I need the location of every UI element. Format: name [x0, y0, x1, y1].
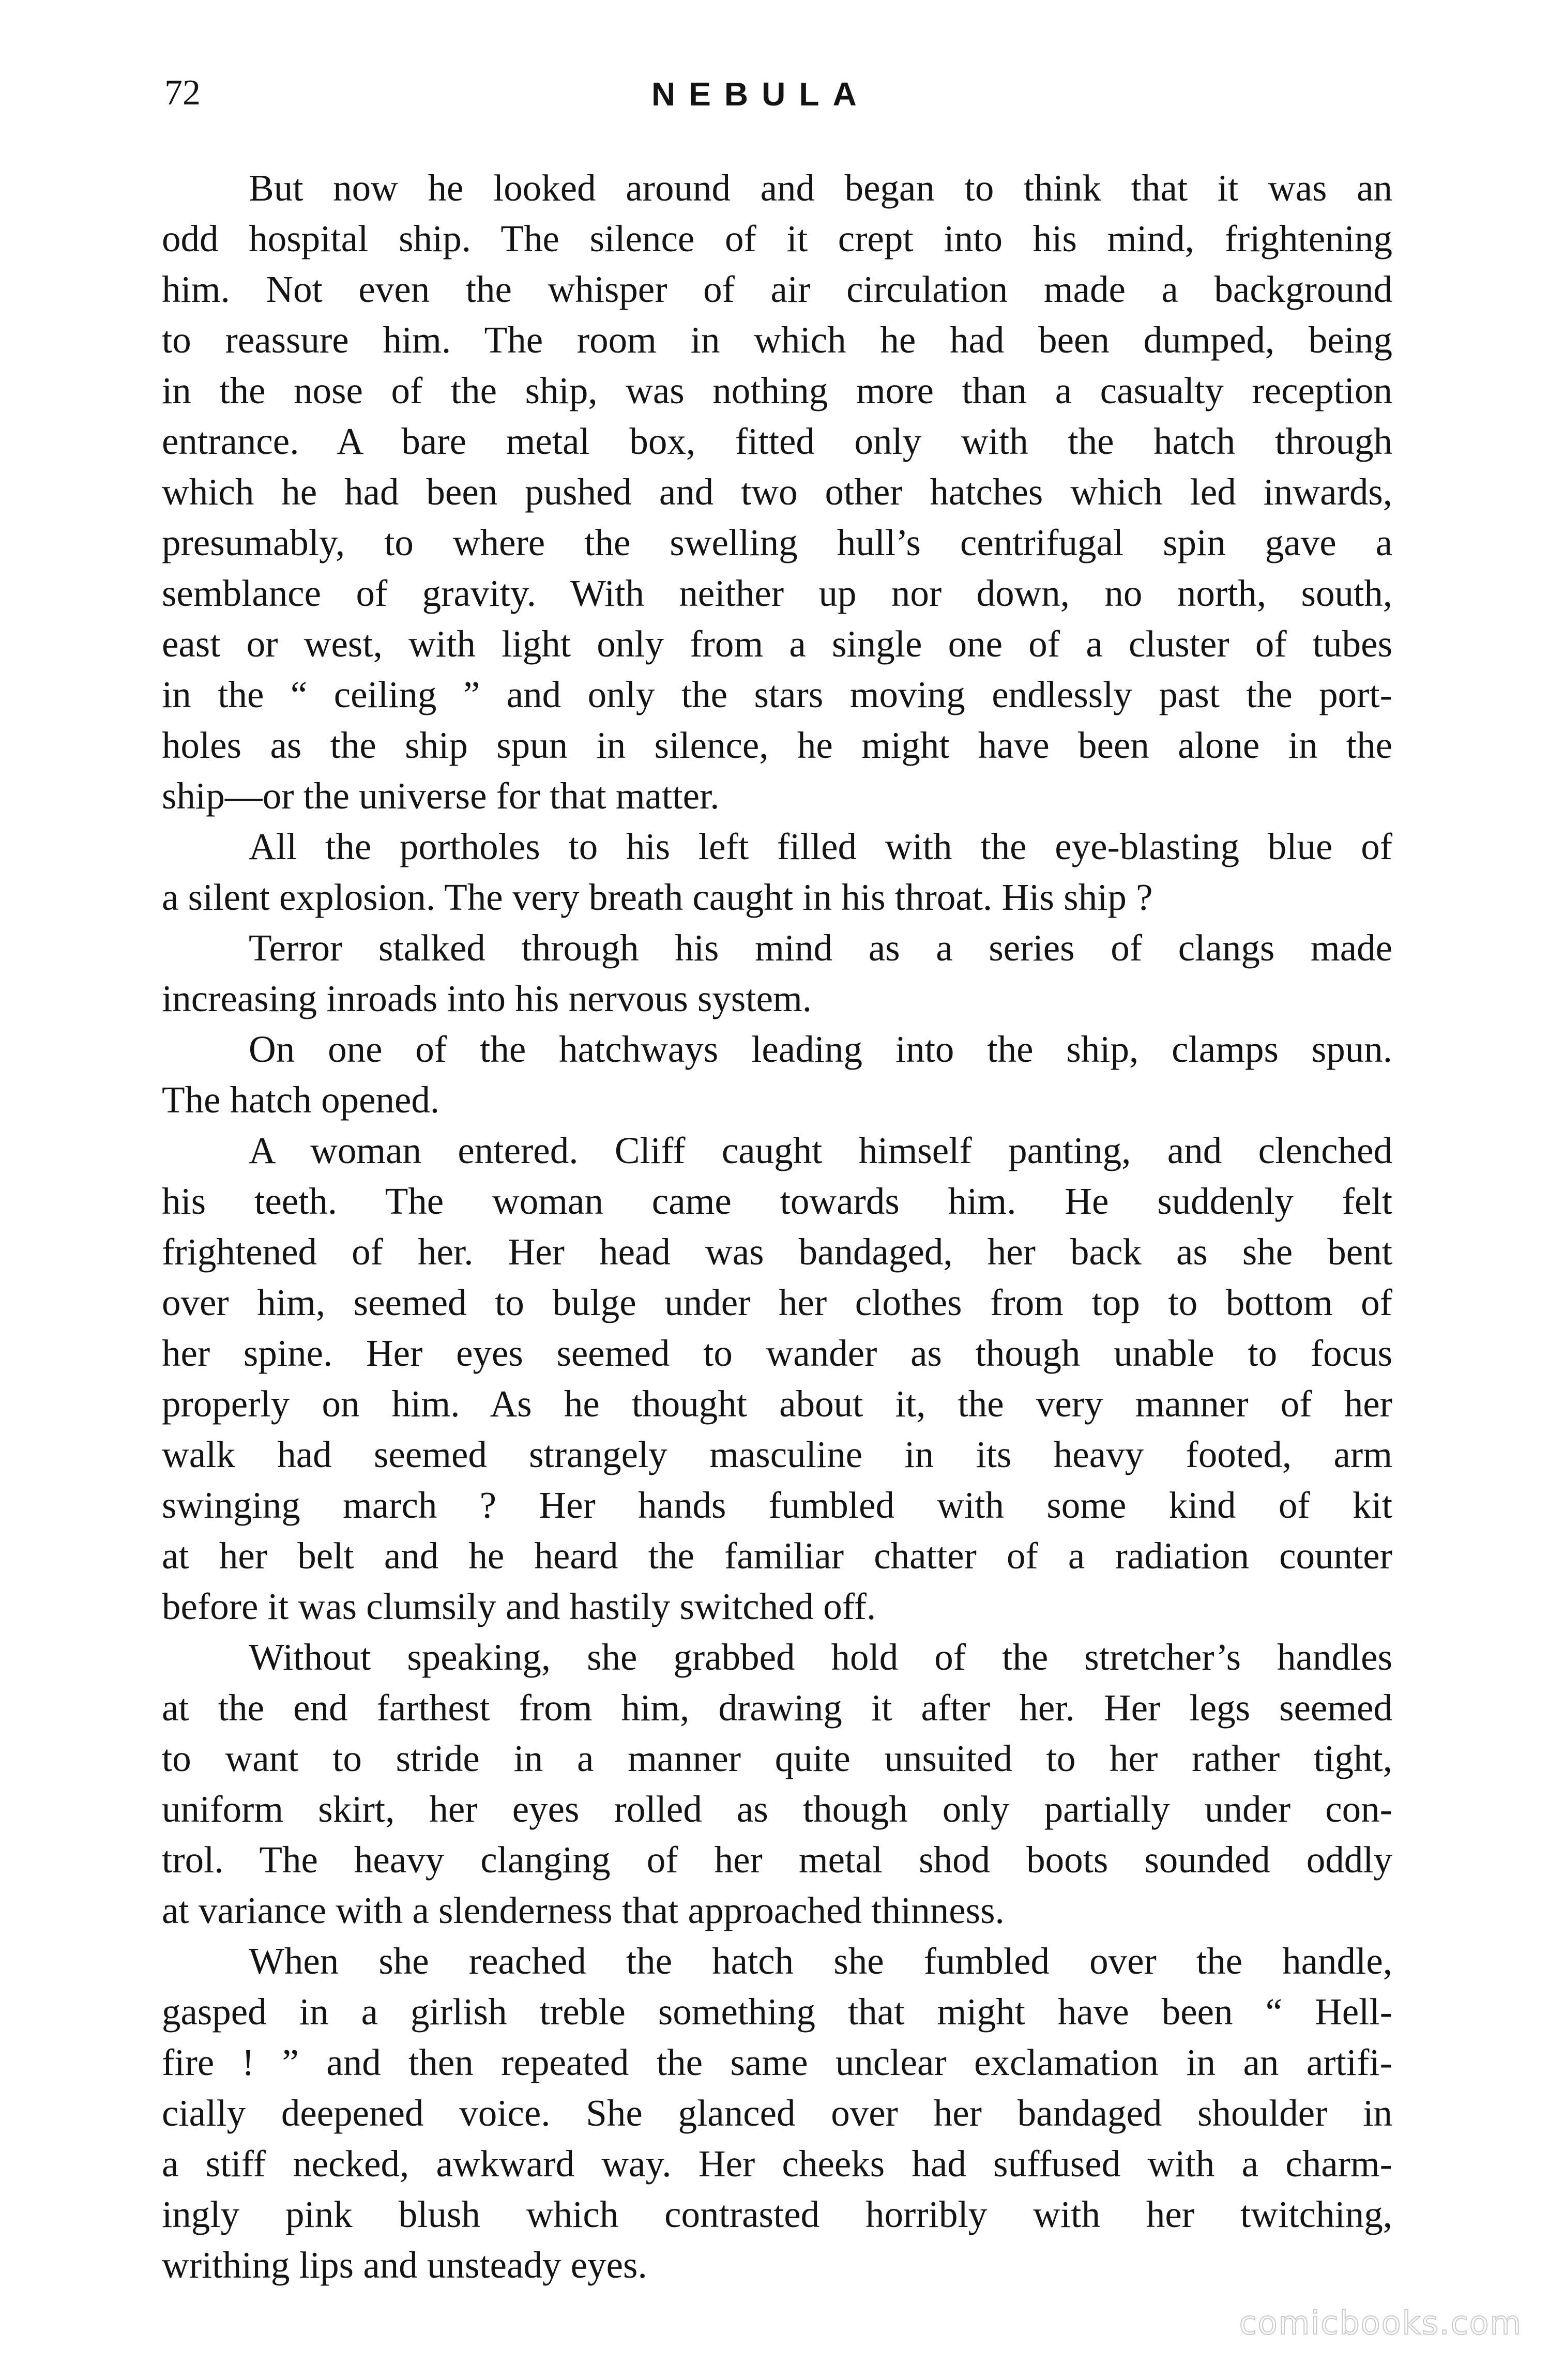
text-line: The hatch opened. [162, 1079, 440, 1121]
paragraph [162, 1024, 1392, 1125]
text-line: But now he looked around and began to think that it was an [249, 167, 1392, 209]
text-line: at the end farthest from him, drawing it after her. Her legs seemed [162, 1687, 1392, 1729]
text-line: Terror stalked through his mind as a series of clangs made [249, 927, 1392, 969]
text-line: presumably, to where the swelling hull’s centrifugal spin gave a [162, 522, 1392, 563]
text-line: fire ! ” and then repeated the same unclear exclamation in an artifi- [162, 2041, 1392, 2083]
text-line: gasped in a girlish treble something that might have been “ Hell- [162, 1991, 1392, 2033]
text-line: a silent explosion. The very breath caught in his throat. His ship ? [162, 876, 1153, 918]
text-line: entrance. A bare metal box, fitted only with the hatch through [162, 420, 1392, 462]
text-line: his teeth. The woman came towards him. He suddenly felt [162, 1180, 1392, 1222]
text-line: a stiff necked, awkward way. Her cheeks had suffused with a charm- [162, 2143, 1392, 2185]
text-line: at her belt and he heard the familiar chatter of a radiation counter [162, 1535, 1392, 1577]
text-line: writhing lips and unsteady eyes. [162, 2244, 647, 2286]
text-line: trol. The heavy clanging of her metal shod boots sounded oddly [162, 1839, 1392, 1881]
watermark: comicbooks.com [1239, 2304, 1522, 2342]
text-line: in the nose of the ship, was nothing more than a casualty reception [162, 370, 1392, 411]
text-line: ingly pink blush which contrasted horribly with her twitching, [162, 2193, 1392, 2235]
text-line: All the portholes to his left filled with the eye-blasting blue of [249, 826, 1392, 867]
text-line: frightened of her. Her head was bandaged, her back as she bent [162, 1231, 1392, 1273]
text-line: which he had been pushed and two other hatches which led inwards, [162, 471, 1392, 513]
body-text [162, 163, 1392, 2291]
text-line: swinging march ? Her hands fumbled with some kind of kit [162, 1484, 1392, 1526]
text-line: before it was clumsily and hastily switched off. [162, 1585, 876, 1627]
text-line: east or west, with light only from a single one of a cluster of tubes [162, 623, 1392, 665]
text-line: properly on him. As he thought about it, the very manner of her [162, 1383, 1392, 1425]
paragraph [162, 1632, 1392, 1936]
text-line: at variance with a slenderness that approached thinness. [162, 1889, 1005, 1931]
text-line: cially deepened voice. She glanced over her bandaged shoulder in [162, 2092, 1392, 2134]
text-line: ship—or the universe for that matter. [162, 775, 720, 817]
text-line: to reassure him. The room in which he had been dumped, being [162, 319, 1392, 361]
paragraph [162, 163, 1392, 821]
text-line: When she reached the hatch she fumbled over the handle, [249, 1940, 1392, 1982]
paragraph [162, 923, 1392, 1024]
text-line: odd hospital ship. The silence of it crept into his mind, frightening [162, 218, 1392, 260]
text-line: Without speaking, she grabbed hold of the stretcher’s handles [249, 1636, 1392, 1678]
text-line: uniform skirt, her eyes rolled as though only partially under con- [162, 1788, 1392, 1830]
page-number: 72 [164, 73, 201, 113]
text-line: her spine. Her eyes seemed to wander as though unable to focus [162, 1332, 1392, 1374]
running-title: NEBULA [651, 75, 870, 113]
text-line: On one of the hatchways leading into the ship, clamps spun. [249, 1028, 1392, 1070]
text-line: holes as the ship spun in silence, he might have been alone in the [162, 724, 1392, 766]
text-line: walk had seemed strangely masculine in its heavy footed, arm [162, 1433, 1392, 1475]
paragraph [162, 1936, 1392, 2291]
text-line: semblance of gravity. With neither up nor down, no north, south, [162, 572, 1392, 614]
text-line: A woman entered. Cliff caught himself panting, and clenched [249, 1130, 1392, 1171]
paragraph [162, 1125, 1392, 1632]
text-line: to want to stride in a manner quite unsuited to her rather tight, [162, 1737, 1392, 1779]
text-line: over him, seemed to bulge under her clothes from top to bottom of [162, 1281, 1392, 1323]
text-line: him. Not even the whisper of air circulation made a background [162, 268, 1392, 310]
text-line: in the “ ceiling ” and only the stars moving endlessly past the port- [162, 674, 1392, 715]
paragraph [162, 821, 1392, 923]
text-line: increasing inroads into his nervous system. [162, 978, 812, 1019]
